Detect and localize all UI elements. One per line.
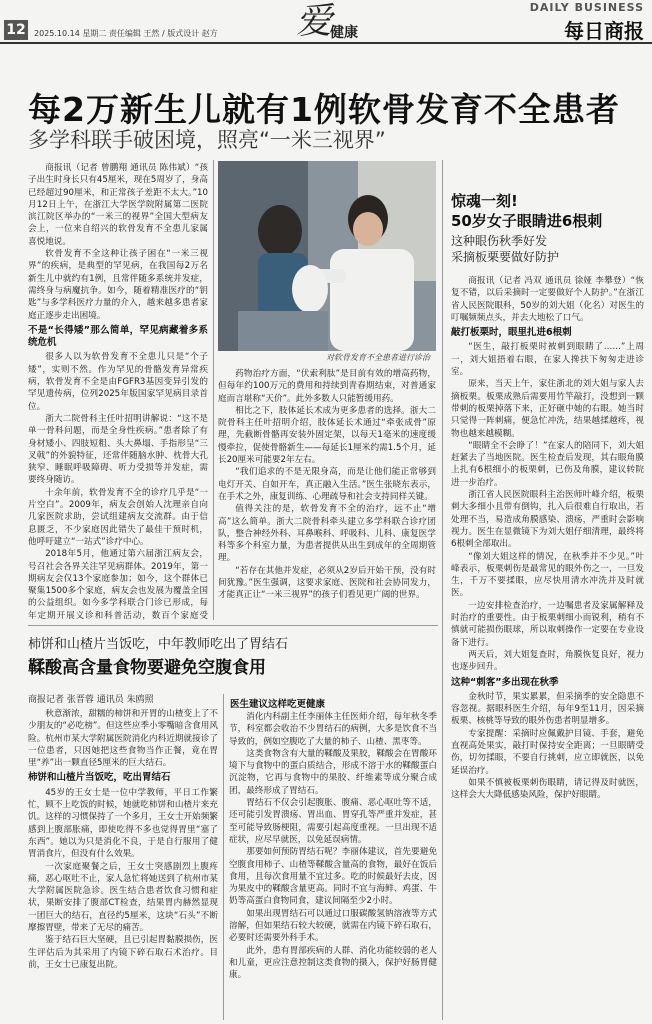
sidebar-title: 50岁女子眼睛进6根刺	[451, 212, 603, 230]
paragraph: 软骨发育不全这种让孩子困在“一米三视界”的疾病，是典型的罕见病，在我国每2万名新生儿中就约有1例，且常伴随多系统并发症，需终身与病魔抗争。如今，随着精准医疗的“钥匙”与多学科医疗力量的介入，越来越多患者家庭正逐步走出困境。	[28, 249, 208, 321]
sidebar-deck-1: 这种眼伤秋季好发	[451, 234, 548, 248]
main-story-column-2	[218, 368, 436, 620]
subheading: 敲打板栗时，眼里扎进6根刺	[451, 327, 572, 339]
main-subhead: 多学科联手破困境，照亮“一米三视界”	[28, 128, 386, 152]
paragraph: 如果不慎被板栗刺伤眼睛，请记得及时就医，这样会大大降低感染风险，保护好眼睛。	[451, 777, 644, 801]
brand-english: DAILY BUSINESS	[529, 1, 644, 14]
sidebar-kicker: 惊魂一刻!	[451, 192, 518, 210]
brand-chinese: 每日商报	[564, 19, 644, 43]
subheading: 不是“长得矮”那么简单，罕见病藏着多系统危机	[28, 324, 208, 349]
paragraph: 金秋时节，果实累累，但采摘季的安全隐患不容忽视。据眼科医生介绍，每年9至11月，因采摘板栗、核桃等导致的眼外伤患者明显增多。	[451, 691, 644, 727]
paragraph: 那要如何预防胃结石呢？李丽体建议，首先要避免空腹食用柿子、山楂等鞣酸含量高的食物，最好在饭后食用，且每次食用量不宜过多。吃的时候最好去皮，因为果皮中的鞣酸含量更高。同时不宜与海鲜、鸡蛋、牛奶等高蛋白食物同食，建议间隔至少2小时。	[229, 847, 437, 907]
paragraph: 浙江省人民医院眼科主治医师叶峰介绍，板栗刺大多细小且带有倒钩，扎入后很难自行取出，若处理不当，易造成角膜感染、溃疡，严重时会影响视力。医生在显微镜下为刘大姐仔细清理，最终将6根刺全部取出。	[451, 490, 644, 550]
page-number: 12	[4, 20, 28, 40]
paragraph: 很多人以为软骨发育不全患儿只是“个子矮”，实则不然。作为罕见的骨骼发育异常疾病，软骨发育不全是由FGFR3基因变异引发的罕见遗传病，位列2025年版国家罕见病目录首位。	[28, 352, 208, 412]
second-story-byline: 商报记者 张晋蓉 通讯员 朱鸥照	[28, 695, 154, 705]
page-header	[0, 0, 652, 44]
sidebar-deck-2: 采摘板栗要做好防护	[451, 250, 560, 264]
subheading: 柿饼和山楂片当饭吃，吃出胃结石	[28, 772, 171, 784]
second-story-column-1	[28, 708, 218, 1020]
paragraph: “眼睛全不会睁了！”在家人的陪同下，刘大姐赶紧去了当地医院。医生检查后发现，其右眼角膜上扎有6根细小的板栗刺，已伤及角膜，建议转院进一步治疗。	[451, 440, 644, 488]
main-headline: 每2万新生儿就有1例软骨发育不全患者	[28, 90, 620, 129]
section-divider	[28, 625, 438, 626]
paragraph: 鉴于结石巨大坚硬，且已引起胃黏膜损伤，医生评估后为其采用了内镜下碎石取石术治疗。目前，王女士已康复出院。	[28, 935, 218, 970]
subheading: 这种“刺客”多出现在秋季	[451, 676, 559, 688]
paragraph: “我们追求的不是无限身高，而是让他们能正常够到电灯开关、自如开车，真正融入生活。”医生张晓东表示，在手术之外，康复训练、心理疏导和社会支持同样关键。	[218, 467, 436, 502]
paragraph: 此外，患有胃部疾病的人群、消化功能较弱的老人和儿童，更应注意控制这类食物的摄入，保护好肠胃健康。	[229, 945, 437, 981]
paragraph: 专家提醒：采摘时应佩戴护目镜、手套，避免直视高处果实，敲打时保持安全距离；一旦眼睛受伤，切勿揉眼，不要自行挑刺，应立即就医，以免延误治疗。	[451, 728, 644, 776]
doctor-examining-child-photo	[218, 161, 436, 351]
paragraph: 秋意渐浓，甜糯的柿饼和开胃的山楂变上了不少朋友的“必吃榜”。但这些应季小零嘴暗含食用风险。杭州市某大学附属医院消化内科近期就接诊了一位患者，只因她把这些食物当作正餐，竟在胃里“养”出一颗直径5厘米的巨大结石。	[28, 709, 218, 769]
photo-caption: 对软骨发育不全患者进行诊治	[326, 353, 430, 362]
paragraph: 商报讯（记者 曾鹏翔 通讯员 陈伟斌）“孩子出生时身长只有45厘米，现在5周岁了，身高已经超过90厘米，和正常孩子差距不太大。”10月12日上午，在浙江大学医学院附属第二医院滨江院区举办的“一米三的视界”全国大型病友会上，一位来自绍兴的软骨发育不全患儿家属喜悦地说。	[28, 163, 208, 247]
second-story-title: 鞣酸高含量食物要避免空腹食用	[28, 658, 266, 678]
paragraph: 一边安排检查治疗，一边嘱患者及家属解释及时治疗的重要性。由于板栗刺细小而锐利，稍有不慎就可能损伤眼球，所以取刺操作一定要在专业设备下进行。	[451, 600, 644, 648]
date-line: 2025.10.14 星期二 责任编辑 王然 / 版式设计 赵方	[34, 29, 218, 38]
paragraph: “若存在其他并发症，必须从2岁后开始干预，没有时间犹豫。”医生强调，这要求家庭、医院和社会协同发力，才能真正让“一米三视界”的孩子们看见更广阔的世界。	[218, 565, 436, 601]
sidebar-headline-block	[447, 160, 647, 270]
paragraph: 两天后，刘大姐复查时，角膜恢复良好，视力也逐步回升。	[451, 649, 644, 673]
paragraph: 胃结石不仅会引起腹胀、腹痛、恶心呕吐等不适，还可能引发胃溃疡、胃出血、胃穿孔等严重并发症，甚至可能导致肠梗阻，需要引起高度重视。一旦出现不适症状，应尽早就医，以免延误病情。	[229, 798, 437, 845]
paragraph: 如果出现胃结石可以通过口服碳酸氢钠溶液等方式溶解，但如果结石较大较硬，就需在内镜下碎石取石，必要时还需要外科手术。	[229, 908, 437, 944]
paragraph: 药物治疗方面，“伏索利肽”是目前有效的增高药物，但每年约100万元的费用和持续到青春期结束，对普通家庭而言堪称“天价”。此外多数人只能暂缓用药。	[218, 369, 436, 404]
paragraph: 消化内科副主任李丽体主任医师介绍，每年秋冬季节，科室都会收治不少胃结石的病例，大多是饮食不当导致的，例如空腹吃了大量的柿子、山楂、黑枣等。	[229, 712, 437, 747]
paragraph: 45岁的王女士是一位中学教师，平日工作繁忙，顾不上吃饭的时候，她就吃柿饼和山楂片来充饥。这样的习惯保持了一个多月，王女士开始频繁感到上腹部胀痛，即使吃得不多也觉得胃里“塞了东西”。她以为只是消化不良，于是自行服用了健胃消食片，但没有什么效果。	[28, 787, 218, 860]
paragraph: 商报讯（记者 冯双 通讯员 徐娅 李攀登）“恢复不错，以后采摘时一定要做好个人防护。”在浙江省人民医院眼科，50岁的刘大姐（化名）对医生的叮嘱频频点头，并去大地松了口气。	[451, 276, 644, 323]
column-divider	[223, 694, 224, 1020]
second-story-column-2	[229, 711, 437, 1020]
second-story-kicker: 柿饼和山楂片当饭吃，中年教师吃出了胃结石	[28, 637, 289, 652]
section-name: 健康	[330, 25, 358, 41]
main-story-column-1	[28, 162, 208, 620]
paragraph: 这类食物含有大量的鞣酸及果胶，鞣酸会在胃酸环境下与食物中的蛋白质结合，形成不溶于水的鞣酸蛋白沉淀物，它再与食物中的果胶、纤维素等成分聚合成团，最终形成了胃结石。	[229, 748, 437, 796]
paragraph: 浙大二院骨科主任叶招明讲解说：“这不是单一骨科问题，而是全身性疾病。”患者除了有身材矮小、四肢短粗、头大鼻塌、手指形呈“三叉戟”的外貌特征，还常伴随脑水肿、枕骨大孔狭窄、睡眠呼吸障碍、听力受损等并发症，需要终身随访。	[28, 413, 208, 486]
paragraph: 2018年5月，他通过第六届浙江病友会，号召社会各界关注罕见病群体。2019年，第一期病友会仅13个家庭参加；如今，这个群体已聚集1500多个家庭，病友会也发展为覆盖全国的公益组织。如今多学科联合门诊已形成，每年定期开展义诊和科普活动，数百个家庭受	[28, 549, 208, 620]
second-story-subheading: 医生建议这样吃更健康	[230, 699, 326, 710]
paragraph: 十余年前，软骨发育不全的诊疗几乎是“一片空白”。2009年，病友会创始人沈理亲自向几家医院求助，尝试组建病友交流群。由于信息匮乏，不少家庭因此错失了最佳干预时机，他呼吁建立“一站式”诊疗中心。	[28, 487, 208, 547]
column-divider	[442, 160, 443, 1020]
column-divider	[213, 160, 214, 620]
paragraph: 值得关注的是，软骨发育不全的治疗，远不止“增高”这么简单。浙大二院骨科牵头建立多学科联合诊疗团队，整合神经外科、耳鼻喉科、呼吸科、儿科、康复医学科等多个科室力量，为患者提供从出生到成年的全周期管理。	[218, 504, 436, 564]
paragraph: 一次家庭聚餐之后，王女士突感剧烈上腹疼痛，恶心呕吐不止，家人急忙将她送到了杭州市某大学附属医院急诊。医生结合患者饮食习惯和症状，果断安排了腹部CT检查，结果胃内赫然显现一团巨大的结石，直径约5厘米，这块“石头”不断摩擦胃壁，带来了无尽的痛苦。	[28, 861, 218, 934]
paragraph: “医生，敲打板栗时被刺到眼睛了……”上周一，刘大姐捂着右眼，在家人搀扶下匆匆走进诊室。	[451, 342, 644, 378]
paragraph: 相比之下，肢体延长术成为更多患者的选择。浙大二院骨科主任叶招明介绍，肢体延长术通过“牵张成骨”原理，先截断骨骼再安装外固定架，以每天1毫米的速度缓慢牵拉，促使骨骼新生——每延长1厘米约需1.5个月，延长20厘米可能要2年左右。	[218, 405, 436, 466]
section-logo: 爱	[296, 1, 333, 42]
paragraph: 原来，当天上午，家住浙北的刘大姐与家人去摘板栗。板栗成熟后需要用竹竿敲打，没想到一颗带刺的板栗掉落下来，正好砸中她的右眼。她当时只觉得一阵刺痛，便急忙冲洗，结果越揉越疼，视物也越来越模糊。	[451, 379, 644, 439]
paragraph: “像刘大姐这样的情况，在秋季并不少见。”叶峰表示，板栗刺伤是最常见的眼外伤之一，一旦发生，千万不要揉眼，应尽快用清水冲洗并及时就医。	[451, 551, 644, 599]
sidebar-body	[451, 275, 644, 1020]
